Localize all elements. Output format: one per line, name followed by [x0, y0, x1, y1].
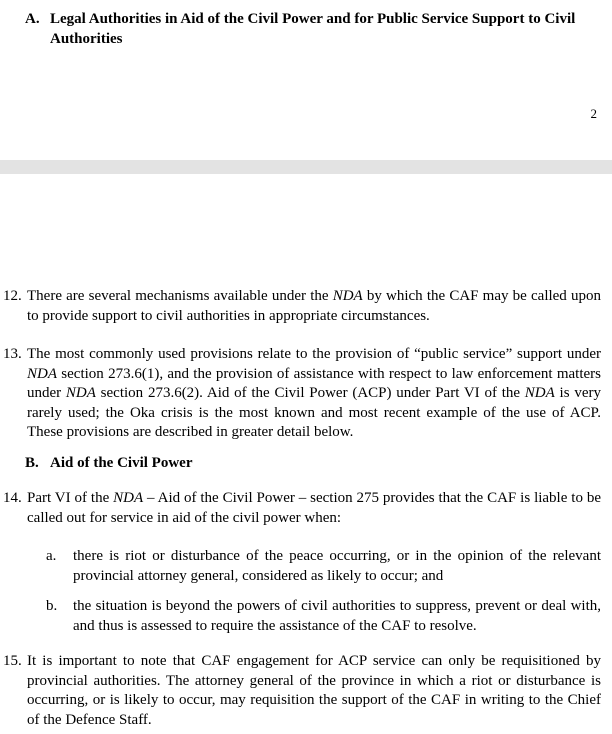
- subitem-a-marker: a.: [46, 548, 57, 564]
- text-segment: It is important to note that CAF engagement for ACP service can only be requisitioned by provincial authorities. The attorney general of the province in which a riot or disturbance is occurring, or is likely to occur, may requisition the support of the CAF in writing to the Chief of the Defence Staff.: [27, 653, 601, 728]
- text-segment: NDA: [524, 385, 555, 401]
- section-heading-a: [25, 10, 601, 49]
- text-segment: is very rarely used; the Oka crisis is the most known and most recent example of the use of ACP. These provisions are described in greater detail below.: [27, 385, 601, 440]
- text-segment: NDA: [332, 288, 363, 304]
- paragraph-13-text: [27, 345, 601, 443]
- page-number: 2: [590, 106, 597, 121]
- paragraph-12: [3, 287, 601, 326]
- paragraph-15-number: 15.: [3, 653, 22, 669]
- text-segment: by which the CAF may be called upon to provide support to civil authorities in appropriate circumstances.: [27, 288, 601, 324]
- section-a-title: Legal Authorities in Aid of the Civil Power and for Public Service Support to Civil Authorities: [50, 11, 576, 47]
- paragraph-12-text: [27, 287, 601, 326]
- text-segment: NDA: [65, 385, 96, 401]
- subitem-b-text: [73, 597, 601, 636]
- text-segment: NDA: [113, 490, 144, 506]
- paragraph-14: [3, 489, 601, 528]
- subitem-b: [46, 597, 601, 636]
- paragraph-13-number: 13.: [3, 346, 22, 362]
- text-segment: the situation is beyond the powers of civil authorities to suppress, prevent or deal with, and thus is assessed to require the assistance of the CAF to resolve.: [73, 598, 601, 634]
- section-heading-b: [25, 454, 601, 474]
- text-segment: section 273.6(1), and the provision of assistance with respect to law enforcement matters under: [27, 365, 601, 401]
- text-segment: The most commonly used provisions relate to the provision of “public service” support under: [27, 346, 601, 362]
- text-segment: there is riot or disturbance of the peace occurring, or in the opinion of the relevant provincial attorney general, considered as likely to occur; and: [73, 548, 601, 584]
- paragraph-15: [3, 652, 601, 730]
- paragraph-12-number: 12.: [3, 288, 22, 304]
- paragraph-14-number: 14.: [3, 490, 22, 506]
- paragraph-13: [3, 345, 601, 443]
- text-segment: section 273.6(2). Aid of the Civil Power (ACP) under Part VI of the: [95, 385, 525, 401]
- paragraph-15-text: [27, 652, 601, 730]
- section-a-letter: A.: [25, 11, 40, 27]
- subitem-a: [46, 547, 601, 586]
- text-segment: NDA: [27, 365, 57, 382]
- subitem-a-text: [73, 547, 601, 586]
- text-segment: There are several mechanisms available under the: [27, 288, 333, 304]
- text-segment: – Aid of the Civil Power – section 275 provides that the CAF is liable to be called out for service in aid of the civil power when:: [27, 490, 602, 526]
- redaction-band: [0, 160, 612, 174]
- paragraph-14-text: [27, 489, 601, 528]
- subitem-b-marker: b.: [46, 598, 58, 614]
- text-segment: Part VI of the: [27, 490, 114, 506]
- section-b-title: Aid of the Civil Power: [50, 455, 193, 471]
- section-b-letter: B.: [25, 455, 39, 471]
